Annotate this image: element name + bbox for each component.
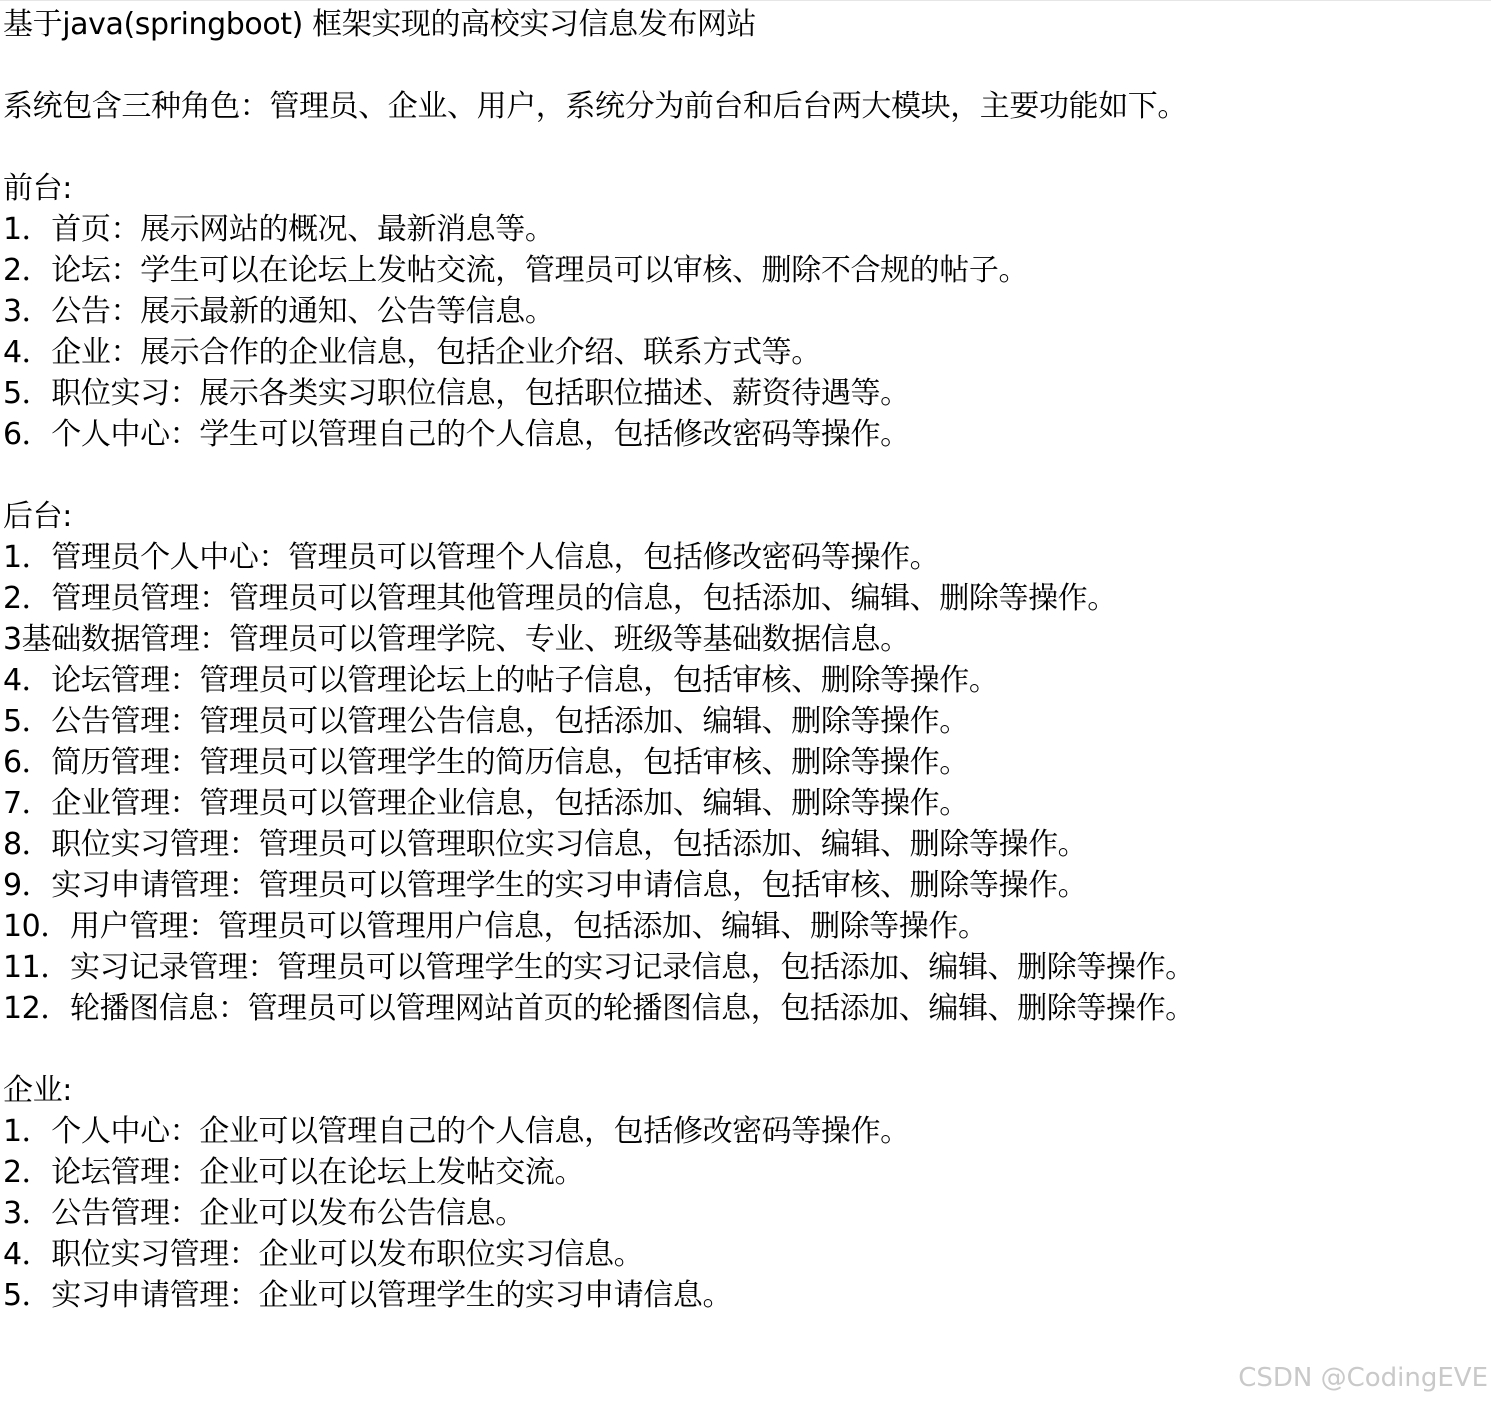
blank-line bbox=[3, 455, 1483, 496]
section-heading: 前台: bbox=[3, 171, 72, 206]
list-item: 4．职位实习管理：企业可以发布职位实习信息。 bbox=[3, 1237, 644, 1272]
list-item: 7．企业管理：管理员可以管理企业信息，包括添加、编辑、删除等操作。 bbox=[3, 786, 969, 821]
list-item: 5．公告管理：管理员可以管理公告信息，包括添加、编辑、删除等操作。 bbox=[3, 704, 969, 739]
list-item: 6．个人中心：学生可以管理自己的个人信息，包括修改密码等操作。 bbox=[3, 417, 910, 452]
list-item: 5．职位实习：展示各类实习职位信息，包括职位描述、薪资待遇等。 bbox=[3, 376, 910, 411]
list-item: 2．论坛管理：企业可以在论坛上发帖交流。 bbox=[3, 1155, 585, 1190]
list-item: 4．论坛管理：管理员可以管理论坛上的帖子信息，包括审核、删除等操作。 bbox=[3, 663, 999, 698]
blank-line bbox=[3, 1029, 1483, 1070]
list-item: 3基础数据管理：管理员可以管理学院、专业、班级等基础数据信息。 bbox=[3, 622, 910, 657]
list-item: 3．公告管理：企业可以发布公告信息。 bbox=[3, 1196, 525, 1231]
list-item: 6．简历管理：管理员可以管理学生的简历信息，包括审核、删除等操作。 bbox=[3, 745, 969, 780]
list-item: 3．公告：展示最新的通知、公告等信息。 bbox=[3, 294, 555, 329]
list-item: 1．首页：展示网站的概况、最新消息等。 bbox=[3, 212, 555, 247]
list-item: 1．个人中心：企业可以管理自己的个人信息，包括修改密码等操作。 bbox=[3, 1114, 910, 1149]
list-item: 12．轮播图信息：管理员可以管理网站首页的轮播图信息，包括添加、编辑、删除等操作。 bbox=[3, 991, 1195, 1026]
blank-line bbox=[3, 45, 1483, 86]
list-item: 5．实习申请管理：企业可以管理学生的实习申请信息。 bbox=[3, 1278, 733, 1313]
list-item: 10．用户管理：管理员可以管理用户信息，包括添加、编辑、删除等操作。 bbox=[3, 909, 988, 944]
list-item: 2．论坛：学生可以在论坛上发帖交流，管理员可以审核、删除不合规的帖子。 bbox=[3, 253, 1029, 288]
list-item: 9．实习申请管理：管理员可以管理学生的实习申请信息，包括审核、删除等操作。 bbox=[3, 868, 1088, 903]
section-enterprise bbox=[3, 1070, 1483, 1316]
document-title: 基于java(springboot) 框架实现的高校实习信息发布网站 bbox=[3, 7, 757, 42]
section-heading: 后台: bbox=[3, 499, 72, 534]
list-item: 2．管理员管理：管理员可以管理其他管理员的信息，包括添加、编辑、删除等操作。 bbox=[3, 581, 1117, 616]
section-backend bbox=[3, 496, 1483, 1029]
section-frontend bbox=[3, 168, 1483, 455]
section-heading: 企业: bbox=[3, 1073, 72, 1108]
csdn-watermark: CSDN @CodingEVE bbox=[1238, 1363, 1488, 1393]
list-item: 1．管理员个人中心：管理员可以管理个人信息，包括修改密码等操作。 bbox=[3, 540, 940, 575]
list-item: 8．职位实习管理：管理员可以管理职位实习信息，包括添加、编辑、删除等操作。 bbox=[3, 827, 1088, 862]
document-body bbox=[3, 4, 1483, 1316]
list-item: 11．实习记录管理：管理员可以管理学生的实习记录信息，包括添加、编辑、删除等操作。 bbox=[3, 950, 1195, 985]
top-border bbox=[0, 0, 1491, 1]
list-item: 4．企业：展示合作的企业信息，包括企业介绍、联系方式等。 bbox=[3, 335, 821, 370]
blank-line bbox=[3, 127, 1483, 168]
document-intro: 系统包含三种角色：管理员、企业、用户，系统分为前台和后台两大模块，主要功能如下。 bbox=[3, 89, 1187, 124]
